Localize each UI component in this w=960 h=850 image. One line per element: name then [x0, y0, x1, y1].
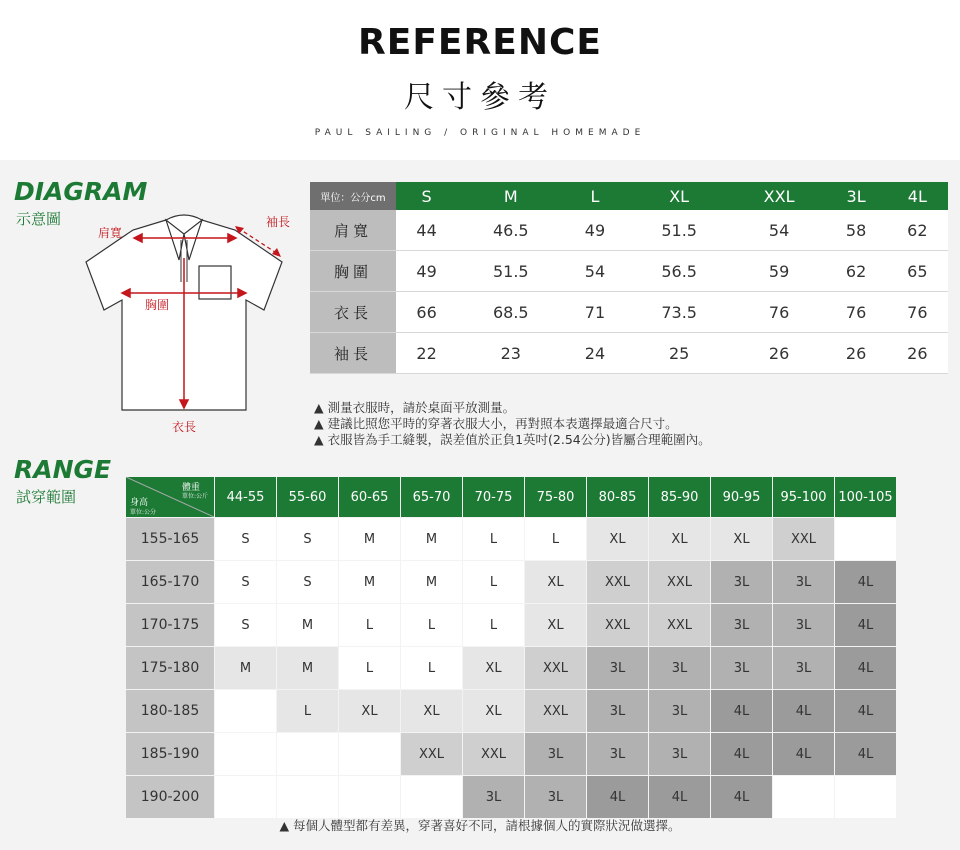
- page-title: REFERENCE: [358, 22, 602, 63]
- size-table: [310, 182, 948, 374]
- fit-cell: 3L: [463, 776, 525, 819]
- weight-header: 65-70: [401, 477, 463, 518]
- chest-label: 胸圍: [145, 298, 170, 312]
- shoulder-label: 肩寬: [98, 226, 123, 240]
- size-cell: 76: [825, 292, 886, 333]
- measure-label: 肩寬: [310, 210, 396, 251]
- fit-cell: 3L: [773, 561, 835, 604]
- weight-header: 80-85: [587, 477, 649, 518]
- size-header: 3L: [825, 182, 886, 210]
- size-cell: 22: [396, 333, 457, 374]
- fit-cell: L: [525, 518, 587, 561]
- weight-label: 體重: [181, 483, 200, 493]
- fit-cell: 4L: [711, 776, 773, 819]
- fit-cell: L: [339, 604, 401, 647]
- note-item: ▲ 衣服皆為手工縫製，誤差值於正負1英吋(2.54公分)皆屬合理範圍內。: [314, 432, 711, 447]
- fit-cell: [215, 776, 277, 819]
- size-cell: 65: [887, 251, 948, 292]
- size-cell: 59: [733, 251, 826, 292]
- range-row: [126, 518, 897, 561]
- fit-cell: 4L: [835, 604, 897, 647]
- weight-header: 75-80: [525, 477, 587, 518]
- fit-cell: L: [463, 561, 525, 604]
- size-cell: 49: [564, 210, 625, 251]
- height-label: 身高: [130, 498, 149, 508]
- fit-cell: [401, 776, 463, 819]
- fit-cell: 4L: [587, 776, 649, 819]
- size-cell: 54: [564, 251, 625, 292]
- unit-label: 單位：公分cm: [310, 182, 396, 210]
- fit-cell: XXL: [773, 518, 835, 561]
- weight-unit: 單位:公斤: [181, 493, 208, 500]
- fit-cell: XL: [463, 647, 525, 690]
- range-row: [126, 604, 897, 647]
- weight-header: 55-60: [277, 477, 339, 518]
- range-subheading: 試穿範圍: [16, 488, 77, 506]
- size-cell: 46.5: [457, 210, 564, 251]
- height-range: 180-185: [126, 690, 215, 733]
- measurement-notes: [314, 400, 711, 448]
- height-range: 165-170: [126, 561, 215, 604]
- fit-cell: [277, 776, 339, 819]
- fit-cell: 3L: [587, 690, 649, 733]
- fit-cell: XXL: [587, 604, 649, 647]
- fit-cell: 3L: [525, 776, 587, 819]
- fit-cell: M: [277, 647, 339, 690]
- size-cell: 51.5: [626, 210, 733, 251]
- fit-cell: XL: [587, 518, 649, 561]
- range-row: [126, 776, 897, 819]
- page-header: [0, 0, 960, 158]
- range-row: [126, 690, 897, 733]
- fit-cell: 3L: [711, 604, 773, 647]
- brand-tagline: PAUL SAILING / ORIGINAL HOMEMADE: [314, 128, 646, 138]
- fit-cell: 4L: [835, 561, 897, 604]
- size-table-header: [310, 182, 948, 210]
- note-item: ▲ 建議比照您平時的穿著衣服大小，再對照本表選擇最適合尺寸。: [314, 416, 678, 431]
- fit-cell: S: [277, 518, 339, 561]
- size-header: XL: [626, 182, 733, 210]
- fit-cell: [835, 518, 897, 561]
- size-cell: 24: [564, 333, 625, 374]
- fit-cell: S: [215, 561, 277, 604]
- diagram-heading: DIAGRAM: [14, 177, 148, 206]
- fit-cell: XL: [463, 690, 525, 733]
- measure-label: 胸圍: [310, 251, 396, 292]
- size-header: S: [396, 182, 457, 210]
- fit-cell: 3L: [711, 561, 773, 604]
- height-range: 170-175: [126, 604, 215, 647]
- footer-note: ▲ 每個人體型都有差異，穿著喜好不同，請根據個人的實際狀況做選擇。: [279, 818, 681, 833]
- fit-cell: S: [215, 518, 277, 561]
- size-header: M: [457, 182, 564, 210]
- weight-header: 70-75: [463, 477, 525, 518]
- size-cell: 68.5: [457, 292, 564, 333]
- fit-cell: 3L: [711, 647, 773, 690]
- size-row-sleeve: [310, 333, 948, 374]
- weight-header: 100-105: [835, 477, 897, 518]
- size-header: XXL: [733, 182, 826, 210]
- sleeve-label: 袖長: [266, 215, 291, 229]
- fit-cell: 4L: [835, 733, 897, 776]
- size-cell: 58: [825, 210, 886, 251]
- size-cell: 26: [887, 333, 948, 374]
- size-cell: 62: [825, 251, 886, 292]
- fit-cell: XL: [401, 690, 463, 733]
- range-row: [126, 647, 897, 690]
- weight-header: 95-100: [773, 477, 835, 518]
- fit-cell: XL: [649, 518, 711, 561]
- length-label: 衣長: [172, 420, 197, 434]
- fit-cell: S: [215, 604, 277, 647]
- fit-cell: [773, 776, 835, 819]
- weight-header-row: [126, 477, 897, 518]
- fit-cell: 3L: [773, 647, 835, 690]
- fit-cell: [215, 690, 277, 733]
- fit-cell: 4L: [773, 690, 835, 733]
- size-row-length: [310, 292, 948, 333]
- fit-cell: XXL: [525, 690, 587, 733]
- fit-cell: 4L: [649, 776, 711, 819]
- size-header: 4L: [887, 182, 948, 210]
- fit-cell: XXL: [463, 733, 525, 776]
- size-row-shoulder: [310, 210, 948, 251]
- fit-cell: L: [401, 647, 463, 690]
- weight-header: 90-95: [711, 477, 773, 518]
- fit-cell: 3L: [649, 733, 711, 776]
- note-item: ▲ 測量衣服時，請於桌面平放測量。: [314, 400, 516, 415]
- fit-cell: XXL: [525, 647, 587, 690]
- size-cell: 54: [733, 210, 826, 251]
- fit-cell: XL: [339, 690, 401, 733]
- fit-cell: M: [215, 647, 277, 690]
- size-cell: 25: [626, 333, 733, 374]
- size-cell: 23: [457, 333, 564, 374]
- range-row: [126, 733, 897, 776]
- fit-cell: L: [339, 647, 401, 690]
- fit-cell: S: [277, 561, 339, 604]
- fit-cell: XL: [525, 561, 587, 604]
- fit-cell: XXL: [587, 561, 649, 604]
- size-cell: 76: [733, 292, 826, 333]
- size-cell: 26: [825, 333, 886, 374]
- size-header: L: [564, 182, 625, 210]
- range-heading: RANGE: [14, 455, 112, 484]
- height-range: 185-190: [126, 733, 215, 776]
- fit-cell: 3L: [587, 647, 649, 690]
- fit-cell: XL: [525, 604, 587, 647]
- fit-cell: L: [277, 690, 339, 733]
- height-range: 175-180: [126, 647, 215, 690]
- fit-cell: XXL: [401, 733, 463, 776]
- fit-cell: XL: [711, 518, 773, 561]
- range-row: [126, 561, 897, 604]
- weight-header: 60-65: [339, 477, 401, 518]
- fit-cell: [277, 733, 339, 776]
- size-cell: 44: [396, 210, 457, 251]
- fit-cell: M: [277, 604, 339, 647]
- fit-cell: 4L: [835, 647, 897, 690]
- size-cell: 62: [887, 210, 948, 251]
- fit-cell: [835, 776, 897, 819]
- height-unit: 單位:公分: [130, 509, 157, 516]
- fit-cell: L: [401, 604, 463, 647]
- fit-cell: [339, 733, 401, 776]
- size-cell: 56.5: [626, 251, 733, 292]
- fit-cell: M: [401, 518, 463, 561]
- height-range: 190-200: [126, 776, 215, 819]
- fit-cell: 3L: [587, 733, 649, 776]
- page-subtitle: 尺寸參考: [404, 80, 556, 115]
- fit-cell: 3L: [649, 690, 711, 733]
- size-cell: 49: [396, 251, 457, 292]
- fit-cell: M: [339, 518, 401, 561]
- size-cell: 76: [887, 292, 948, 333]
- table-corner: [126, 477, 215, 518]
- fit-cell: [215, 733, 277, 776]
- fit-cell: 4L: [711, 733, 773, 776]
- weight-header: 44-55: [215, 477, 277, 518]
- fit-cell: 3L: [773, 604, 835, 647]
- diagram-subheading: 示意圖: [16, 210, 62, 228]
- size-cell: 26: [733, 333, 826, 374]
- size-row-chest: [310, 251, 948, 292]
- size-cell: 71: [564, 292, 625, 333]
- fit-cell: 4L: [711, 690, 773, 733]
- size-cell: 51.5: [457, 251, 564, 292]
- fit-cell: 3L: [649, 647, 711, 690]
- fit-cell: 4L: [835, 690, 897, 733]
- fit-cell: L: [463, 518, 525, 561]
- fit-cell: M: [339, 561, 401, 604]
- size-cell: 73.5: [626, 292, 733, 333]
- fit-cell: 4L: [773, 733, 835, 776]
- fit-cell: M: [401, 561, 463, 604]
- measure-label: 衣長: [310, 292, 396, 333]
- fit-cell: 3L: [525, 733, 587, 776]
- fit-cell: XXL: [649, 604, 711, 647]
- fit-cell: [339, 776, 401, 819]
- weight-header: 85-90: [649, 477, 711, 518]
- height-range: 155-165: [126, 518, 215, 561]
- fit-cell: L: [463, 604, 525, 647]
- measure-label: 袖長: [310, 333, 396, 374]
- fit-cell: XXL: [649, 561, 711, 604]
- fit-range-table: [126, 477, 897, 819]
- size-cell: 66: [396, 292, 457, 333]
